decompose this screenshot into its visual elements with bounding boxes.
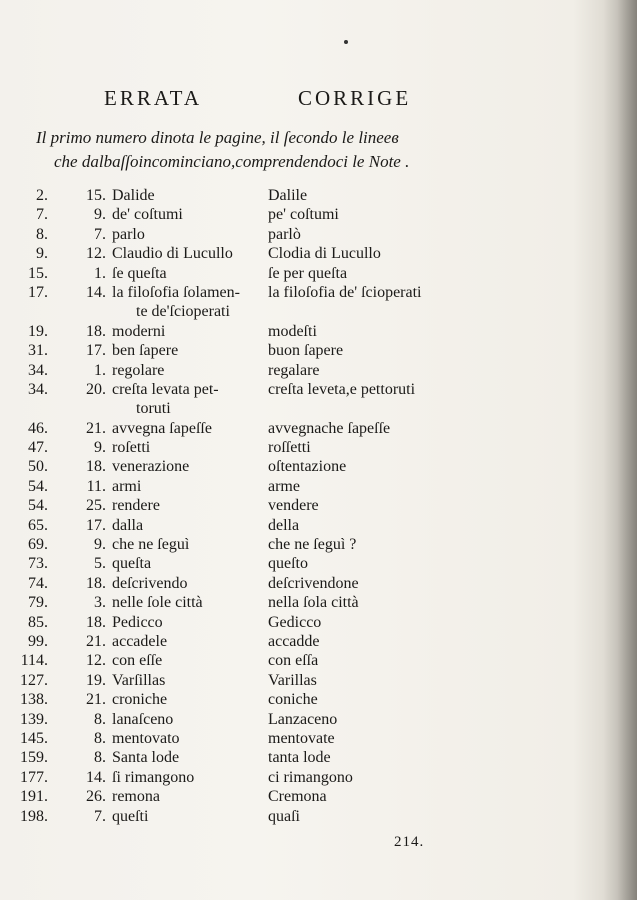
errata-cell: de' coſtumi xyxy=(112,206,183,224)
line-number-cell: 3. xyxy=(94,594,106,612)
line-number-cell: 14. xyxy=(86,283,106,301)
page-number-cell: 73. xyxy=(28,555,48,573)
errata-cell: Pedicco xyxy=(112,613,163,631)
line-number-cell: 21. xyxy=(86,691,106,709)
errata-row xyxy=(0,322,600,341)
page-number-cell: 139. xyxy=(20,710,48,728)
corrige-cell: della xyxy=(268,516,300,534)
page-number-cell: 19. xyxy=(28,322,48,340)
errata-row xyxy=(0,205,600,224)
errata-cell: creſta levata pet- xyxy=(112,380,219,398)
errata-row xyxy=(0,419,600,438)
corrige-cell: oſtentazione xyxy=(268,458,347,476)
line-number-cell: 20. xyxy=(86,380,106,398)
errata-row xyxy=(0,729,600,748)
errata-cell: remona xyxy=(112,788,160,806)
page-number-cell: 85. xyxy=(28,613,48,631)
errata-cell: toruti xyxy=(136,400,171,418)
corrige-cell: Lanzaceno xyxy=(268,710,338,728)
page-number-cell: 79. xyxy=(28,594,48,612)
corrige-cell: avvegnache ſapeſſe xyxy=(268,419,391,437)
errata-row xyxy=(0,457,600,476)
errata-cell: la filoſofia ſolamen- xyxy=(112,283,240,301)
line-number-cell: 21. xyxy=(86,419,106,437)
page-number-cell: 15. xyxy=(28,264,48,282)
errata-cell: deſcrivendo xyxy=(112,574,188,592)
errata-row xyxy=(0,264,600,283)
errata-row xyxy=(0,787,600,806)
errata-row-continuation xyxy=(0,302,600,321)
corrige-cell: che ne ſeguì ? xyxy=(268,536,357,554)
corrige-cell: ci rimangono xyxy=(268,768,353,786)
page-edge-shadow xyxy=(603,0,637,900)
line-number-cell: 12. xyxy=(86,652,106,670)
corrige-cell: regalare xyxy=(268,361,320,379)
errata-row xyxy=(0,438,600,457)
line-number-cell: 18. xyxy=(86,458,106,476)
errata-cell: parlo xyxy=(112,225,145,243)
line-number-cell: 25. xyxy=(86,497,106,515)
errata-cell: Varſillas xyxy=(112,671,166,689)
errata-row xyxy=(0,690,600,709)
page-number-cell: 145. xyxy=(20,729,48,747)
errata-cell: ſe queſta xyxy=(112,264,167,282)
line-number-cell: 15. xyxy=(86,187,106,204)
errata-cell: regolare xyxy=(112,361,165,379)
errata-row xyxy=(0,516,600,535)
corrige-cell: parlò xyxy=(268,225,301,243)
line-number-cell: 18. xyxy=(86,574,106,592)
line-number-cell: 1. xyxy=(94,361,106,379)
page-number-cell: 99. xyxy=(28,632,48,650)
errata-cell: che ne ſeguì xyxy=(112,536,190,554)
errata-cell: lanaſceno xyxy=(112,710,174,728)
corrige-cell: la filoſofia de' ſcioperati xyxy=(268,283,422,301)
errata-row xyxy=(0,671,600,690)
errata-row xyxy=(0,768,600,787)
corrige-cell: Cremona xyxy=(268,788,327,806)
page-number-cell: 50. xyxy=(28,458,48,476)
line-number-cell: 7. xyxy=(94,225,106,243)
page-number-cell: 65. xyxy=(28,516,48,534)
page-number-cell: 198. xyxy=(20,807,48,825)
page-number-cell: 54. xyxy=(28,497,48,515)
errata-row xyxy=(0,651,600,670)
errata-cell: mentovato xyxy=(112,729,180,747)
line-number-cell: 7. xyxy=(94,807,106,825)
errata-row xyxy=(0,380,600,399)
line-number-cell: 8. xyxy=(94,710,106,728)
corrige-cell: vendere xyxy=(268,497,319,515)
page-number-cell: 69. xyxy=(28,536,48,554)
page-number-cell: 114. xyxy=(20,652,48,670)
page-number-cell: 191. xyxy=(20,788,48,806)
page-number-cell: 46. xyxy=(28,419,48,437)
errata-cell: nelle ſole città xyxy=(112,594,203,612)
errata-row xyxy=(0,807,600,826)
errata-cell: rendere xyxy=(112,497,160,515)
corrige-cell: Gedicco xyxy=(268,613,322,631)
page-number-cell: 127. xyxy=(20,671,48,689)
errata-row xyxy=(0,225,600,244)
errata-row xyxy=(0,710,600,729)
page-number-cell: 9. xyxy=(36,245,48,263)
corrige-cell: quaſi xyxy=(268,807,300,825)
errata-cell: ſi rimangono xyxy=(112,768,195,786)
page-number-cell: 34. xyxy=(28,361,48,379)
line-number-cell: 9. xyxy=(94,439,106,457)
line-number-cell: 14. xyxy=(86,768,106,786)
errata-row xyxy=(0,554,600,573)
corrige-cell: tanta lode xyxy=(268,749,331,767)
line-number-cell: 26. xyxy=(86,788,106,806)
line-number-cell: 5. xyxy=(94,555,106,573)
corrige-cell: arme xyxy=(268,477,300,495)
errata-cell: queſta xyxy=(112,555,152,573)
line-number-cell: 8. xyxy=(94,729,106,747)
errata-row xyxy=(0,477,600,496)
errata-cell: Claudio di Lucullo xyxy=(112,245,233,263)
note-line-2: che dalbaſſoincominciano,comprendendoci le Note . xyxy=(54,152,410,171)
corrige-cell: con eſſa xyxy=(268,652,319,670)
errata-cell: Santa lode xyxy=(112,749,180,767)
page-number-cell: 7. xyxy=(36,206,48,224)
errata-cell: con eſſe xyxy=(112,652,163,670)
page-number: 214. xyxy=(394,834,425,850)
errata-row xyxy=(0,283,600,302)
corrige-cell: accadde xyxy=(268,632,320,650)
page-number-cell: 54. xyxy=(28,477,48,495)
corrige-cell: buon ſapere xyxy=(268,342,344,360)
page-number-cell: 138. xyxy=(20,691,48,709)
corrige-cell: modeſti xyxy=(268,322,317,340)
corrige-cell: ſe per queſta xyxy=(268,264,348,282)
errata-cell: accadele xyxy=(112,632,168,650)
corrige-cell: deſcrivendone xyxy=(268,574,359,592)
errata-row xyxy=(0,186,600,205)
errata-cell: roſetti xyxy=(112,439,151,457)
corrige-heading: CORRIGE xyxy=(298,86,412,110)
errata-cell: moderni xyxy=(112,322,166,340)
corrige-cell: creſta leveta,e pettoruti xyxy=(268,380,416,398)
page-number-cell: 31. xyxy=(28,342,48,360)
explanatory-note xyxy=(36,126,596,174)
page-number-cell: 47. xyxy=(28,439,48,457)
page-number-cell: 177. xyxy=(20,768,48,786)
line-number-cell: 18. xyxy=(86,613,106,631)
errata-table xyxy=(0,186,600,826)
errata-cell: te de'ſcioperati xyxy=(136,303,230,321)
errata-row xyxy=(0,748,600,767)
corrige-cell: pe' coſtumi xyxy=(268,206,339,224)
page-number-cell: 8. xyxy=(36,225,48,243)
corrige-cell: coniche xyxy=(268,691,318,709)
errata-cell: dalla xyxy=(112,516,144,534)
errata-row xyxy=(0,341,600,360)
corrige-cell: queſto xyxy=(268,555,308,573)
page-number-cell: 74. xyxy=(28,574,48,592)
note-line-1: Il primo numero dinota le pagine, il ſecondo le lineeв xyxy=(36,128,399,147)
line-number-cell: 17. xyxy=(86,342,106,360)
line-number-cell: 12. xyxy=(86,245,106,263)
page-number-cell: 2. xyxy=(36,187,48,204)
errata-row-continuation xyxy=(0,399,600,418)
corrige-cell: Clodia di Lucullo xyxy=(268,245,381,263)
page-number-cell: 17. xyxy=(28,283,48,301)
errata-cell: Dalide xyxy=(112,187,155,204)
errata-row xyxy=(0,496,600,515)
line-number-cell: 9. xyxy=(94,206,106,224)
errata-header xyxy=(0,86,637,116)
errata-heading: ERRATA xyxy=(104,86,202,110)
line-number-cell: 21. xyxy=(86,632,106,650)
errata-row xyxy=(0,574,600,593)
corrige-cell: roſſetti xyxy=(268,439,311,457)
page-number-cell: 159. xyxy=(20,749,48,767)
errata-row xyxy=(0,244,600,263)
errata-cell: venerazione xyxy=(112,458,190,476)
errata-row xyxy=(0,593,600,612)
line-number-cell: 9. xyxy=(94,536,106,554)
errata-cell: queſti xyxy=(112,807,149,825)
line-number-cell: 8. xyxy=(94,749,106,767)
errata-row xyxy=(0,535,600,554)
page-number-cell: 34. xyxy=(28,380,48,398)
errata-cell: armi xyxy=(112,477,142,495)
corrige-cell: Varillas xyxy=(268,671,317,689)
errata-row xyxy=(0,613,600,632)
errata-row xyxy=(0,361,600,380)
corrige-cell: Dalile xyxy=(268,187,308,204)
line-number-cell: 11. xyxy=(86,477,106,495)
errata-cell: avvegna ſapeſſe xyxy=(112,419,212,437)
line-number-cell: 18. xyxy=(86,322,106,340)
ink-dot-mark xyxy=(344,40,348,44)
line-number-cell: 17. xyxy=(86,516,106,534)
errata-row xyxy=(0,632,600,651)
errata-cell: croniche xyxy=(112,691,168,709)
errata-cell: ben ſapere xyxy=(112,342,179,360)
line-number-cell: 1. xyxy=(94,264,106,282)
corrige-cell: nella ſola città xyxy=(268,594,359,612)
corrige-cell: mentovate xyxy=(268,729,335,747)
line-number-cell: 19. xyxy=(86,671,106,689)
